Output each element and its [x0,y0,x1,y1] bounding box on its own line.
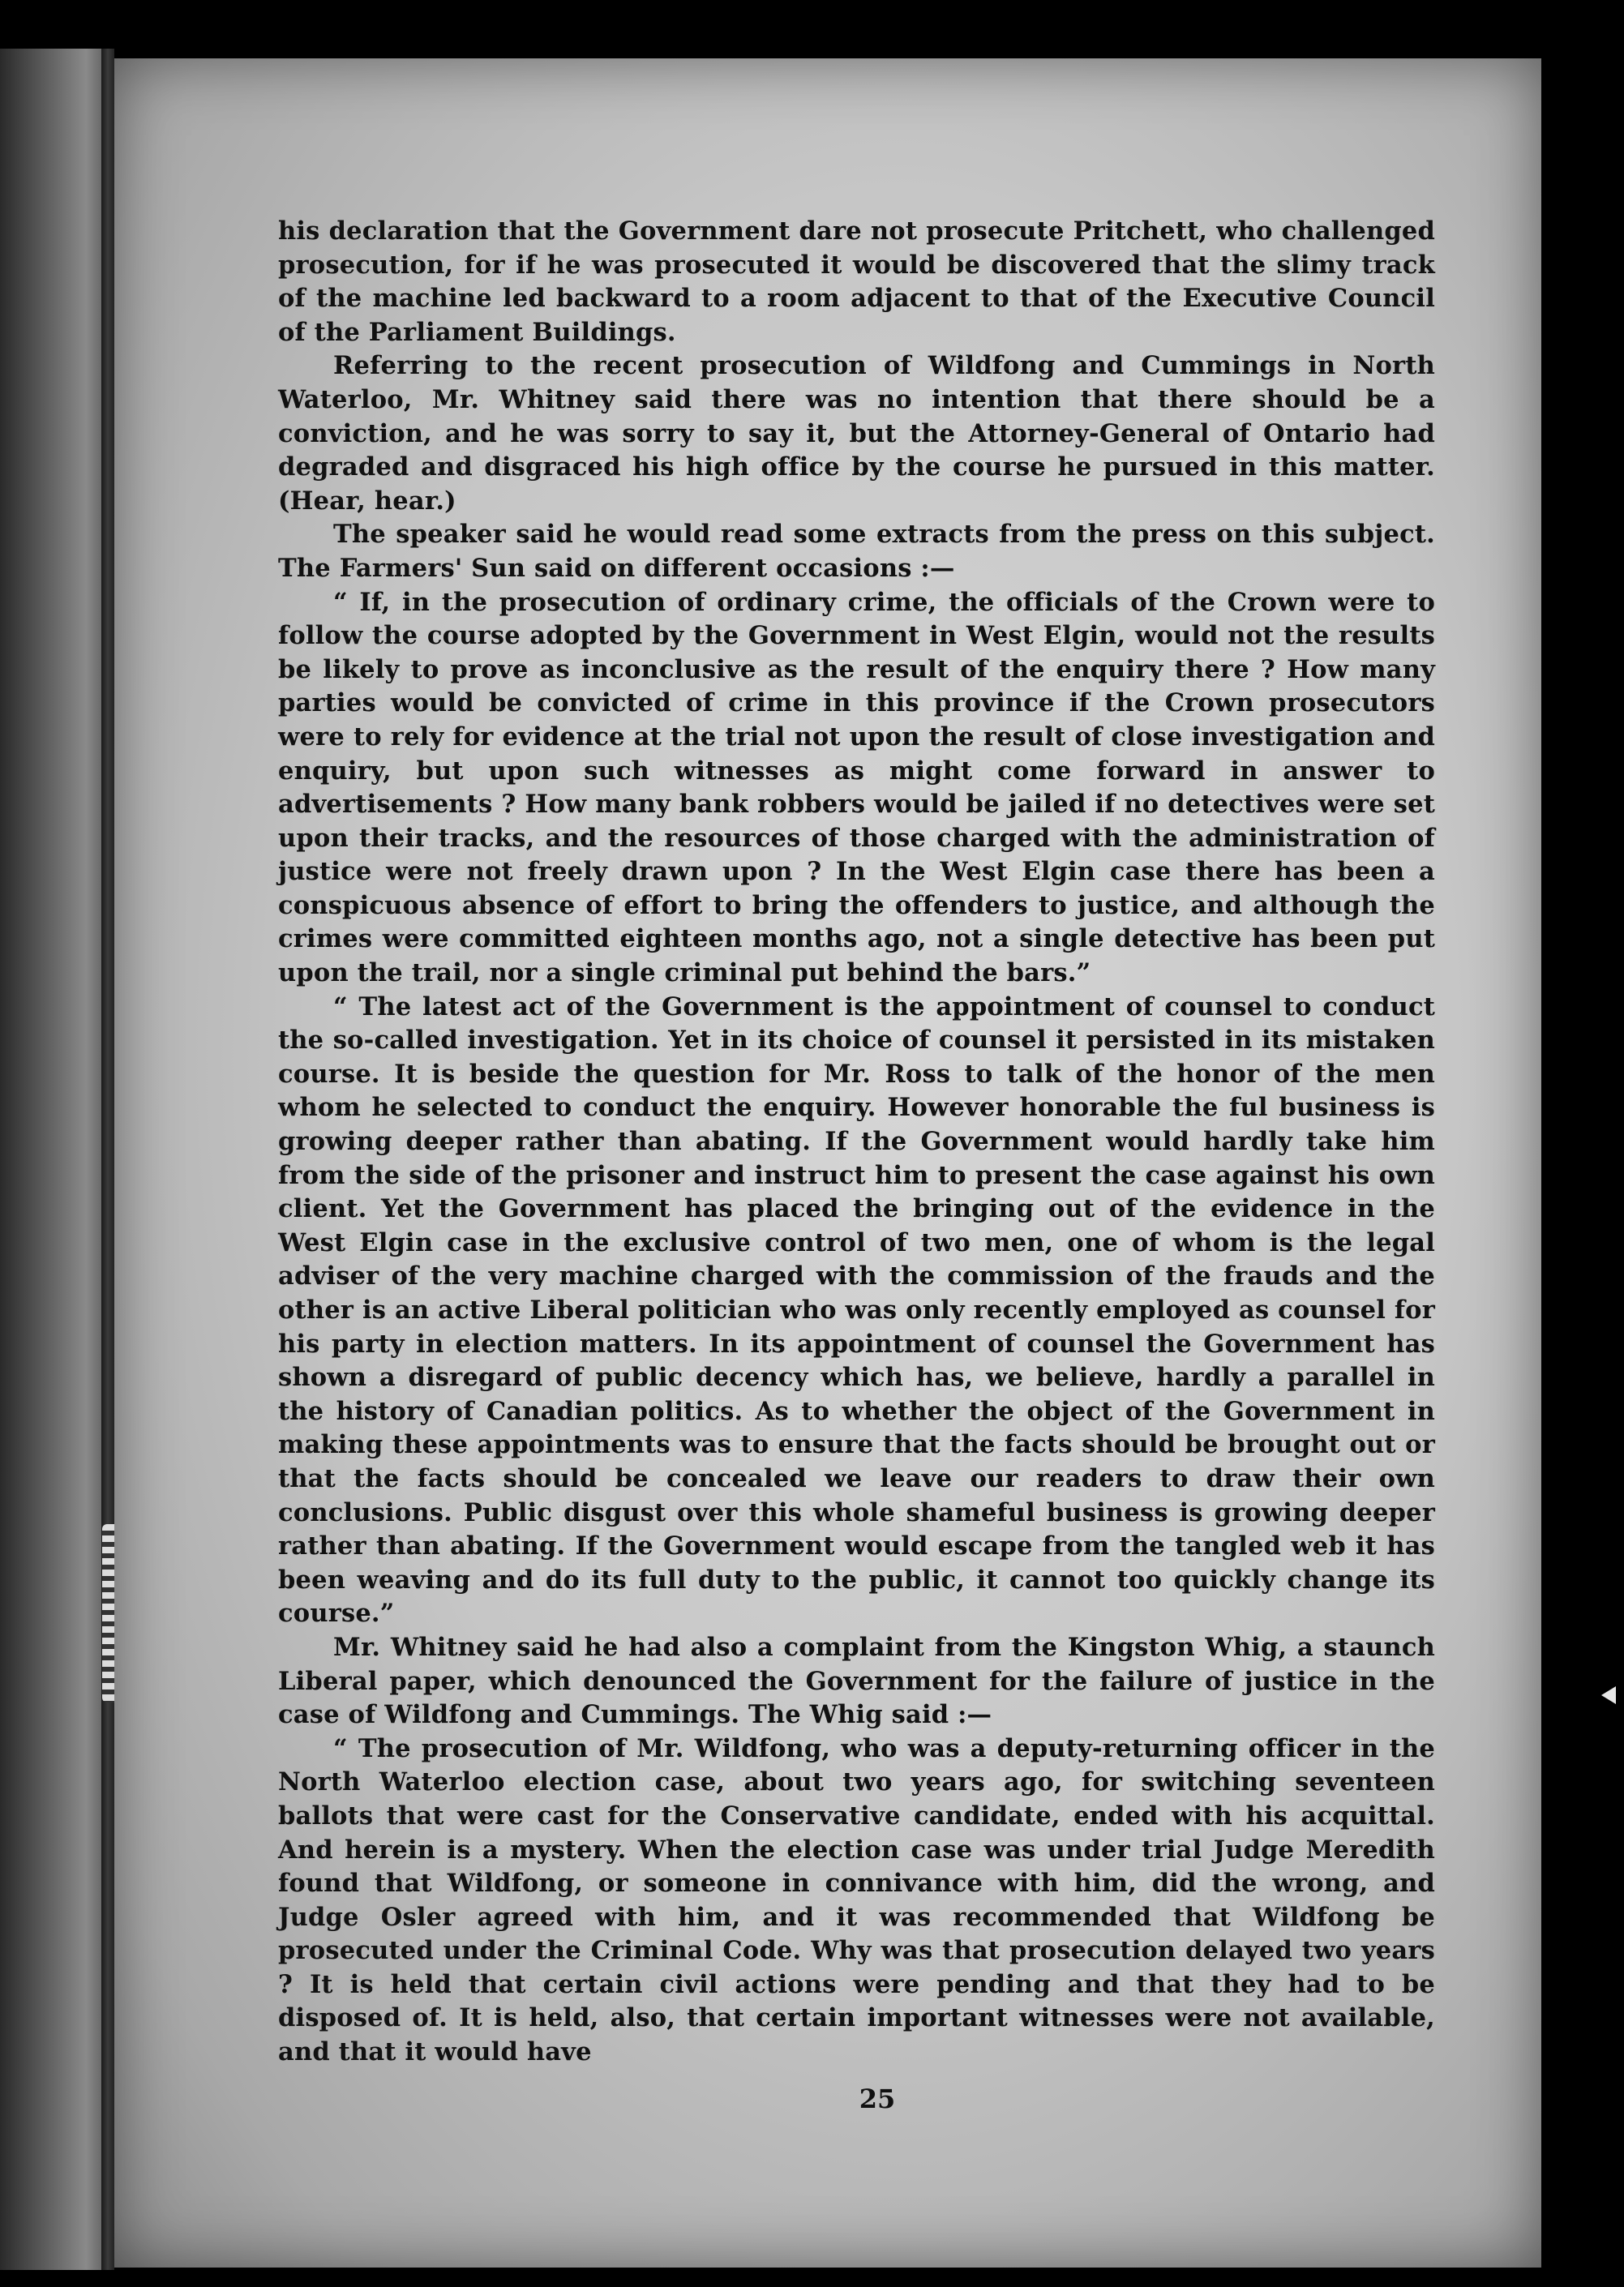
page-body-text [278,215,1435,2070]
paragraph-kingston-whig-intro: Mr. Whitney said he had also a complaint from the Kingston Whig, a staunch Liberal paper, which denounced the Government for the failure of justice in the case of Wildfong and Cummings. The Whig said :— [278,1632,1435,1730]
paragraph-whitney-prosecution: Referring to the recent prosecution of Wildfong and Cummings in North Waterloo, Mr. Whitney said there was no intention that there should be a conviction, and he was sorry to say it, but the Attorney-General of Ontario had degraded and disgraced his high office by the course he pursued in this matter. (Hear, hear.) [278,351,1435,516]
paragraph-continuation: his declaration that the Government dare not prosecute Pritchett, who challenged prosecution, for if he was prosecuted it would be discovered that the slimy track of the machine led backward to a room adjacent to that of the Executive Council of the Parliament Buildings. [278,216,1435,347]
adjacent-page-edge [0,49,101,2270]
paragraph-farmers-sun-quote-2: “ The latest act of the Government is the appointment of counsel to conduct the so-called investigation. Yet in its choice of counsel it persisted in its mistaken course. It is beside the question for Mr. Ross to talk of the honor of the men whom he selected to conduct the enquiry. However honorable the ful business is growing deeper rather than abating. If the Government would hardly take him from the side of the prisoner and instruct him to present the case against his own client. Yet the Government has placed the bringing out of the evidence in the West Elgin case in the exclusive control of two men, one of whom is the legal adviser of the very machine charged with the commission of the frauds and the other is an active Liberal politician who was only recently employed as counsel for his party in election matters. In its appointment of counsel the Government has shown a disregard of public decency which has, we believe, hardly a parallel in the history of Canadian politics. As to whether the object of the Government in making these appointments was to ensure that the facts should be brought out or that the facts should be concealed we leave our readers to draw their own conclusions. Public disgust over this whole shameful business is growing deeper rather than abating. If the Government would escape from the tangled web it has been weaving and do its full duty to the public, it cannot too quickly change its course.” [278,991,1435,1629]
paragraph-whig-quote: “ The prosecution of Mr. Wildfong, who was a deputy-returning officer in the North Waterloo election case, about two years ago, for switching seventeen ballots that were cast for the Conservative candidate, ended with his acquittal. And herein is a mystery. When the election case was under trial Judge Meredith found that Wildfong, or someone in connivance with him, did the wrong, and Judge Osler agreed with him, and it was recommended that Wildfong be prosecuted under the Criminal Code. Why was that prosecution delayed two years ? It is held that certain civil actions were pending and that they had to be disposed of. It is held, also, that certain important witnesses were not available, and that it would have [278,1733,1435,2067]
edge-marker [1601,1686,1616,1704]
paragraph-farmers-sun-quote-1: “ If, in the prosecution of ordinary crime, the officials of the Crown were to follow the course adopted by the Government in West Elgin, would not the results be likely to prove as inconclusive as the result of the enquiry there ? How many parties would be convicted of crime in this province if the Crown prosecutors were to rely for evidence at the trial not upon the result of close investigation and enquiry, but upon such witnesses as might come forward in answer to advertisements ? How many bank robbers would be jailed if no detectives were set upon their tracks, and the resources of those charged with the administration of justice were not freely drawn upon ? In the West Elgin case there has been a conspicuous absence of effort to bring the offenders to justice, and although the crimes were committed eighteen months ago, not a single detective has been put upon the trail, nor a single criminal put behind the bars.” [278,587,1435,988]
paragraph-press-extracts-intro: The speaker said he would read some extracts from the press on this subject. The Farmers' Sun said on different occasions :— [278,520,1435,583]
page-number: 25 [859,2084,896,2114]
binding-fold [101,49,114,2270]
